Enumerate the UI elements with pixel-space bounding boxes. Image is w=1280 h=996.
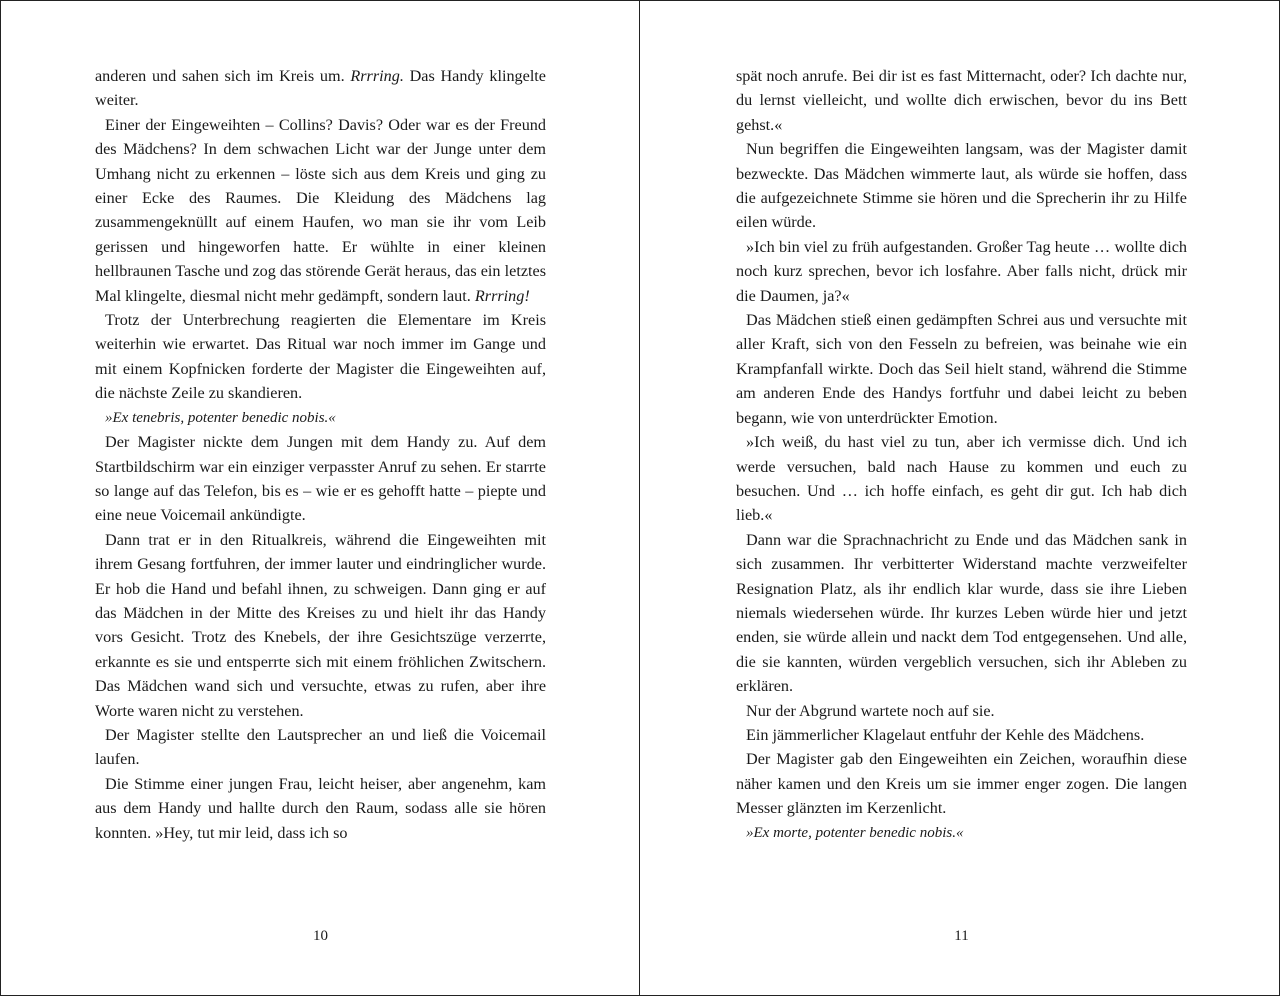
latin-incantation: »Ex morte, potenter benedic nobis.« xyxy=(746,824,964,841)
paragraph: spät noch anrufe. Bei dir ist es fast Mitternacht, oder? Ich dachte nur, du lernst vielleicht, und wollte dich erwischen, bevor du ins Bett gehst.« xyxy=(736,67,1187,134)
paragraph: Die Stimme einer jungen Frau, leicht heiser, aber angenehm, kam aus dem Handy und hallte durch den Raum, sodass alle sie hören konnten. »Hey, tut mir leid, dass ich so xyxy=(95,774,546,842)
paragraph: Ein jämmerlicher Klagelaut entfuhr der Kehle des Mädchens. xyxy=(746,725,1145,744)
latin-incantation: »Ex tenebris, potenter benedic nobis.« xyxy=(105,409,336,426)
paragraph: »Ich weiß, du hast viel zu tun, aber ich vermisse dich. Und ich werde versuchen, bald nach Hause zu kommen und euch zu besuchen. Und … ich hoffe einfach, es geht dir gut. Ich hab dich lieb.« xyxy=(736,433,1187,525)
paragraph: Nun begriffen die Eingeweihten langsam, was der Magister damit bezweckte. Das Mädchen wimmerte laut, als würde sie hoffen, dass die aufgezeichnete Stimme sie hören und die Sprecherin ihr zu Hilfe eilen würde. xyxy=(736,140,1187,232)
paragraph: Dann trat er in den Ritualkreis, während die Eingeweihten mit ihrem Gesang fortfuhren, der immer lauter und eindringlicher wurde. Er hob die Hand und befahl ihnen, zu schweigen. Dann ging er auf das Mädchen in der Mitte des Kreises zu und hielt ihr das Handy vors Gesicht. Trotz des Knebels, der ihre Gesichtszüge verzerrte, erkannte es sie und entsperrte sich mit einem fröhlichen Zwitschern. Das Mädchen wand sich und versuchte, etwas zu rufen, aber ihre Worte waren nicht zu verstehen. xyxy=(95,530,546,720)
page-number-right: 11 xyxy=(954,928,969,944)
paragraph: Einer der Eingeweihten – Collins? Davis? Oder war es der Freund des Mädchens? In dem schwachen Licht war der Junge unter dem Umhang nicht zu erkennen – löste sich aus dem Kreis und ging zu einer Ecke des Raumes. Die Kleidung des Mädchens lag zusammengeknüllt auf einem Haufen, wo man sie ihr vom Leib gerissen und hingeworfen hatte. Er wühlte in einer kleinen hellbraunen Tasche und zog das störende Gerät heraus, das ein letztes Mal klingelte, diesmal nicht mehr gedämpft, sondern laut. Rrrring! xyxy=(95,115,546,305)
paragraph: Der Magister gab den Eingeweihten ein Zeichen, woraufhin diese näher kamen und den Kreis um sie immer enger zogen. Die langen Messer glänzten im Kerzenlicht. xyxy=(736,750,1187,818)
paragraph: Der Magister stellte den Lautsprecher an und ließ die Voicemail laufen. xyxy=(95,725,546,769)
left-page xyxy=(95,64,546,845)
paragraph: Dann war die Sprachnachricht zu Ende und das Mädchen sank in sich zusammen. Ihr verbitterter Widerstand machte verzweifelter Resignation Platz, als ihr endlich klar wurde, dass sie ihre Lieben niemals wiedersehen würde. Ihr kurzes Leben würde hier und jetzt enden, sie würde allein und nackt dem Tod entgegensehen. Und alle, die sie kannten, würden vergeblich versuchen, sich ihr Ableben zu erklären. xyxy=(736,530,1187,696)
paragraph: Das Mädchen stieß einen gedämpften Schrei aus und versuchte mit aller Kraft, sich von den Fesseln zu befreien, was beinahe wie ein Krampfanfall wirkte. Doch das Seil hielt stand, während die Stimme am anderen Ende des Handys fortfuhr und dabei leicht zu beben begann, wie von unterdrückter Emotion. xyxy=(736,311,1187,427)
right-page xyxy=(736,64,1187,845)
paragraph: anderen und sahen sich im Kreis um. Rrrring. Das Handy klingelte weiter. xyxy=(95,67,546,110)
paragraph: »Ich bin viel zu früh aufgestanden. Großer Tag heute … wollte dich noch kurz sprechen, bevor ich losfahre. Aber falls nicht, drück mir die Daumen, ja?« xyxy=(736,237,1187,305)
page-number-left: 10 xyxy=(313,928,328,944)
paragraph: Trotz der Unterbrechung reagierten die Elementare im Kreis weiterhin wie erwartet. Das Ritual war noch immer im Gange und mit einem Kopfnicken forderte der Magister die Eingeweihten auf, die nächste Zeile zu skandieren. xyxy=(95,311,546,403)
paragraph: Nur der Abgrund wartete noch auf sie. xyxy=(746,701,995,720)
paragraph: Der Magister nickte dem Jungen mit dem Handy zu. Auf dem Startbildschirm war ein einziger verpasster Anruf zu sehen. Er starrte so lange auf das Telefon, bis es – wie er es gehofft hatte – piepte und eine neue Voicemail ankündigte. xyxy=(95,433,546,525)
page-gutter xyxy=(639,0,640,996)
